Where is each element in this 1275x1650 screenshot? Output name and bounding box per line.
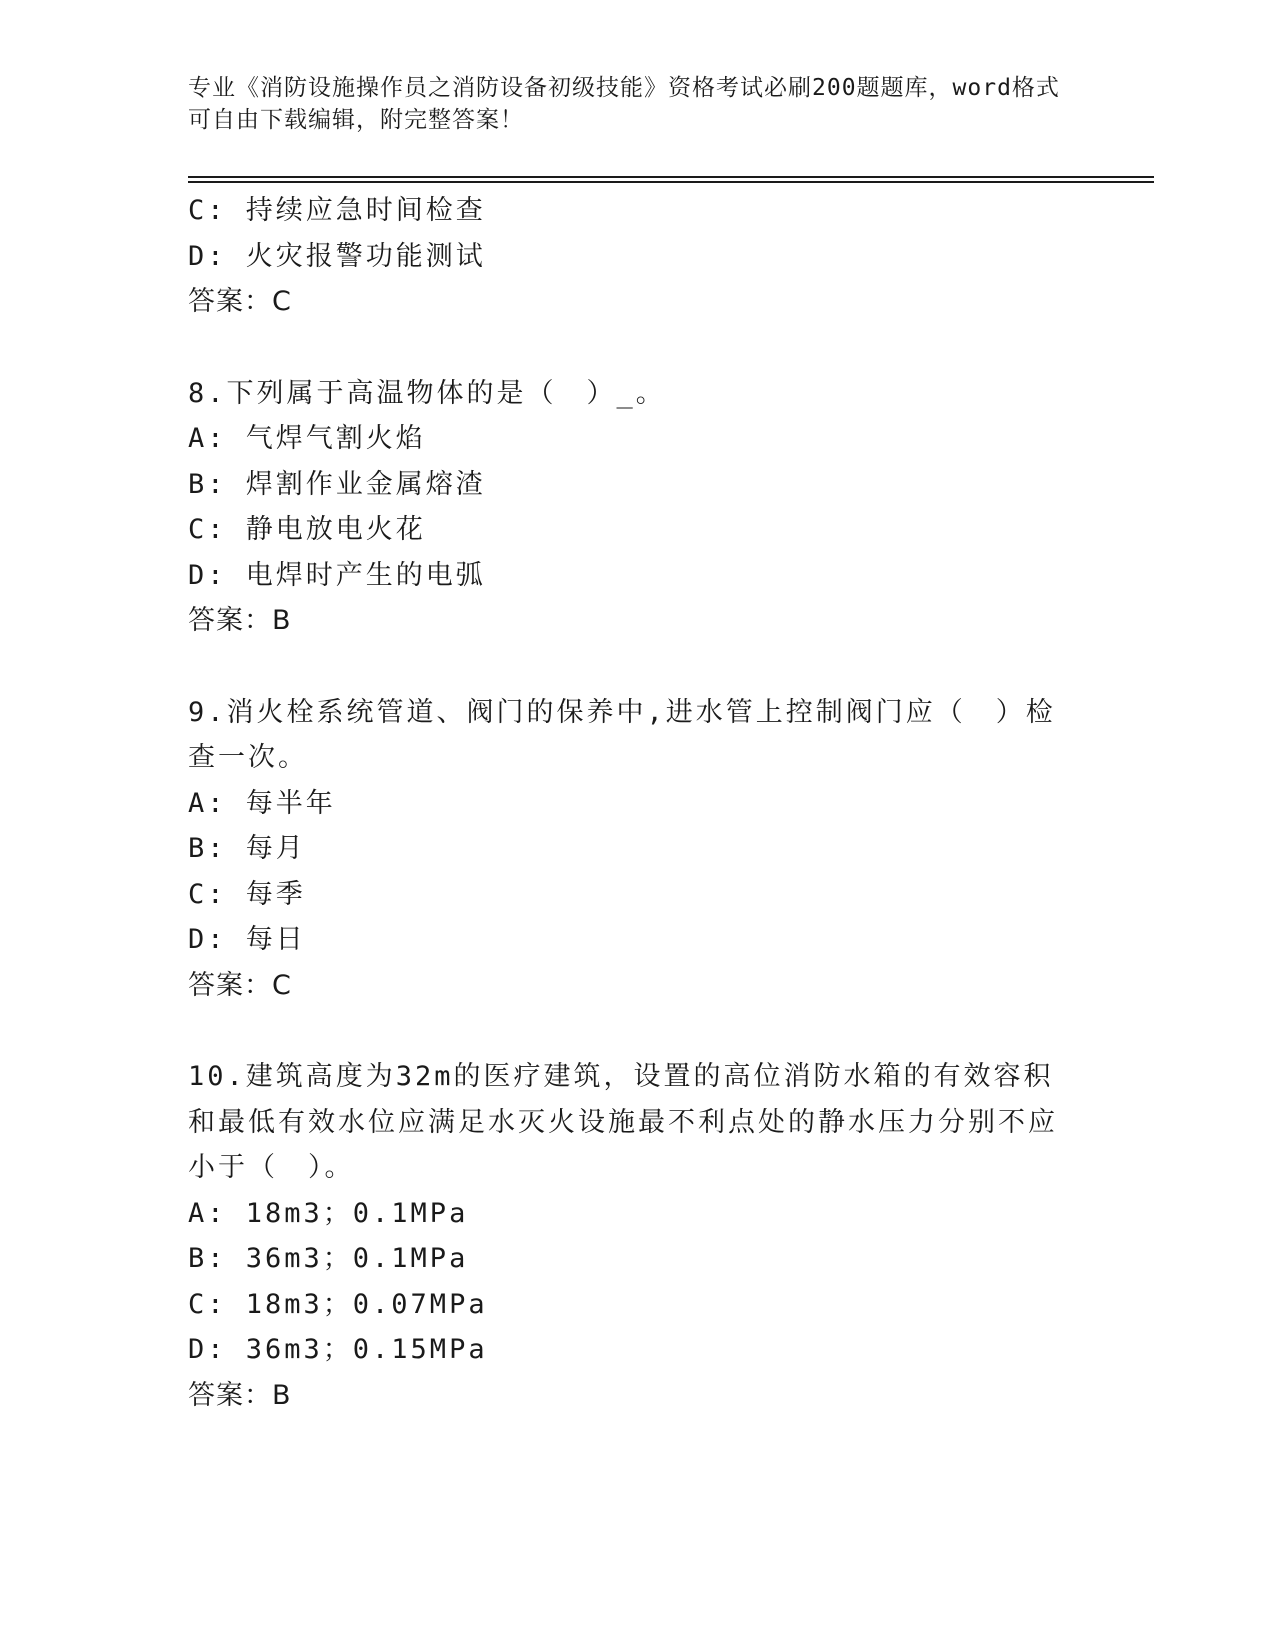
option-a: A: 气焊气割火焰 [188, 423, 426, 454]
option-c: C: 18m3；0.07MPa [188, 1288, 488, 1320]
option-d: D: 每日 [188, 924, 306, 955]
option-d: D: 火灾报警功能测试 [188, 240, 486, 272]
option-a: A: 18m3；0.1MPa [188, 1197, 469, 1229]
question-text: 8.下列属于高温物体的是（ ）_。 [188, 377, 666, 409]
answer-line: 答案：C [188, 286, 292, 317]
answer-line: 答案：B [188, 1379, 292, 1411]
question-8 [188, 371, 1078, 644]
question-text: 9.消火栓系统管道、阀门的保养中,进水管上控制阀门应（ ）检查一次。 [188, 696, 1056, 773]
answer-line: 答案：B [188, 605, 292, 636]
option-d: D: 电焊时产生的电弧 [188, 559, 486, 591]
answer-line: 答案：C [188, 969, 292, 1001]
question-list [188, 188, 1078, 1418]
header-divider-bottom [188, 181, 1154, 183]
option-b: B: 每月 [188, 833, 306, 864]
option-b: B: 焊割作业金属熔渣 [188, 468, 486, 500]
option-c: C: 每季 [188, 878, 306, 910]
partial-question [188, 188, 1078, 325]
header-divider-top [188, 176, 1154, 178]
option-c: C: 静电放电火花 [188, 514, 426, 545]
question-text: 10.建筑高度为32m的医疗建筑，设置的高位消防水箱的有效容积和最低有效水位应满足水灭火设施最不利点处的静水压力分别不应小于（ ）。 [188, 1061, 1058, 1183]
question-10 [188, 1054, 1078, 1418]
option-b: B: 36m3；0.1MPa [188, 1243, 469, 1274]
option-a: A: 每半年 [188, 787, 336, 819]
document-header: 专业《消防设施操作员之消防设备初级技能》资格考试必刷200题题库，word格式可自由下载编辑，附完整答案！ [188, 75, 1060, 133]
question-9 [188, 690, 1078, 1009]
option-d: D: 36m3；0.15MPa [188, 1334, 488, 1365]
option-c: C: 持续应急时间检查 [188, 195, 486, 226]
